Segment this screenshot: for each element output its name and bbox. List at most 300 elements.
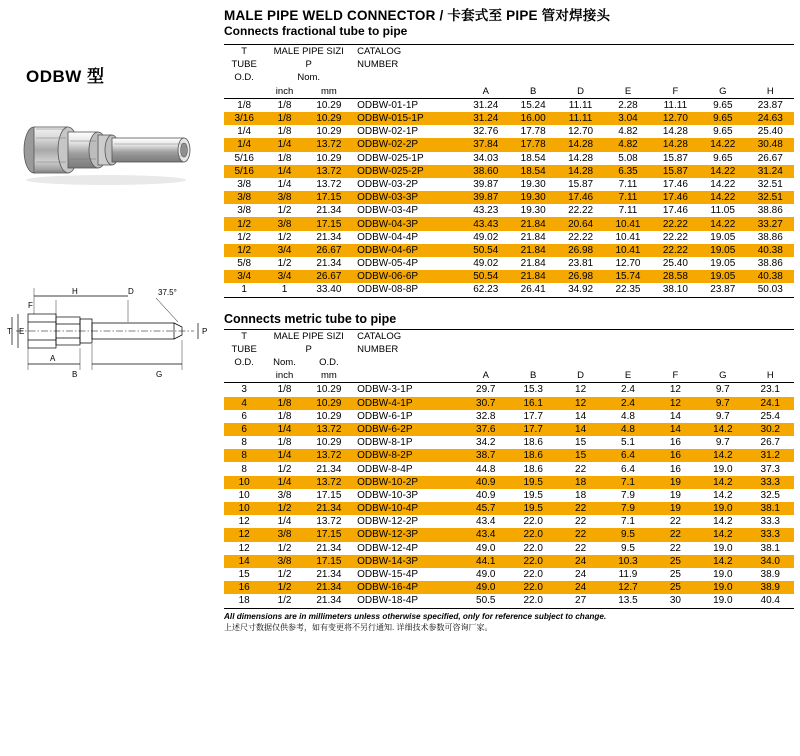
cell-pipe-inch: 1/2: [277, 569, 292, 581]
th-male-pipe: MALE PIPE SIZI: [264, 45, 353, 59]
cell-dim-b: 16.00: [509, 112, 556, 125]
th2-male-p: P: [305, 343, 312, 355]
cell-catalog-number: ODBW-08-8P: [353, 283, 462, 297]
cell-pipe-mm: 13.72: [316, 516, 342, 528]
cell-dim-a: 31.24: [473, 99, 499, 111]
cell-dim-h: 38.9: [747, 581, 795, 594]
cell-dim-h: 25.40: [757, 126, 783, 138]
cell-catalog-number: ODBW-05-4P: [357, 258, 419, 270]
cell-dim-d: 12: [575, 384, 587, 396]
cell-pipe-mm: 21.34: [316, 258, 342, 270]
cell-pipe-mm: 13.72: [305, 476, 353, 489]
cell-pipe-mm: 13.72: [305, 449, 353, 462]
cell-dim-b: 15.24: [520, 99, 546, 111]
cell-pipe-mm: 21.34: [316, 463, 342, 475]
cell-pipe-mm: 10.29: [305, 397, 353, 410]
cell-catalog-number: ODBW-4-1P: [353, 397, 462, 410]
cell-catalog-number: ODBW-10-2P: [353, 476, 462, 489]
cell-dim-e: 10.41: [604, 244, 651, 257]
table-row[interactable]: [224, 542, 794, 555]
cell-dim-g: 9.7: [715, 384, 730, 396]
cell-dim-d: 22.22: [568, 205, 594, 217]
cell-tube-od: 1/4: [237, 126, 252, 138]
th-blank-d: [224, 85, 264, 99]
cell-pipe-inch: 1/2: [264, 502, 304, 515]
cell-dim-b: 22.0: [509, 528, 556, 541]
table-row[interactable]: [224, 515, 794, 528]
cell-dim-d: 26.98: [557, 270, 604, 283]
cell-pipe-inch: 1/8: [277, 384, 292, 396]
cell-dim-a: 50.54: [462, 244, 509, 257]
cell-dim-b: 18.54: [509, 165, 556, 178]
cell-dim-h: 23.1: [760, 384, 780, 396]
cell-pipe-mm: 26.67: [305, 270, 353, 283]
cell-dim-e: 9.5: [604, 528, 651, 541]
cell-catalog-number: ODBW-18-4P: [353, 594, 462, 608]
th2-blank-a: [462, 343, 794, 356]
cell-dim-a: 43.23: [473, 205, 499, 217]
cell-pipe-mm: 21.34: [316, 231, 342, 243]
cell-dim-a: 39.87: [473, 178, 499, 190]
th-male-p: P: [305, 59, 312, 71]
cell-dim-d: 24: [557, 555, 604, 568]
cell-dim-a: 37.84: [462, 138, 509, 151]
cell-pipe-inch: 1/4: [264, 449, 304, 462]
cell-dim-d: 24: [557, 581, 604, 594]
th-nom: Nom.: [297, 72, 321, 84]
cell-dim-f: 15.87: [662, 152, 688, 164]
cell-dim-a: 32.76: [473, 126, 499, 138]
cell-catalog-number: ODBW-04-3P: [353, 217, 462, 230]
cell-pipe-inch: 3/8: [264, 191, 304, 204]
cell-dim-h: 30.2: [747, 423, 795, 436]
cell-tube-od: 6: [241, 410, 247, 422]
cell-dim-g: 9.65: [713, 126, 733, 138]
cell-dim-h: 38.86: [757, 258, 783, 270]
cell-dim-a: 44.1: [462, 555, 509, 568]
cell-dim-g: 19.0: [699, 594, 746, 608]
cell-dim-b: 17.7: [523, 410, 543, 422]
cell-catalog-number: ODBW-10-4P: [353, 502, 462, 515]
th2-col-h: H: [747, 369, 795, 383]
cell-dim-g: 19.05: [710, 231, 736, 243]
cell-dim-g: 14.2: [699, 555, 746, 568]
cell-dim-e: 12.70: [615, 258, 641, 270]
th2-sp1: [462, 329, 509, 343]
cell-pipe-mm: 21.34: [316, 569, 342, 581]
th-t: T: [224, 45, 264, 59]
th-col-g: G: [699, 85, 746, 99]
cell-dim-d: 24: [575, 569, 587, 581]
cell-dim-e: 13.5: [604, 594, 651, 608]
cell-dim-d: 22: [575, 542, 587, 554]
cell-dim-g: 9.65: [699, 112, 746, 125]
th2-col-e: E: [604, 369, 651, 383]
table1-header-row-2: [224, 58, 794, 71]
table-row[interactable]: [224, 244, 794, 257]
cell-dim-a: 49.0: [476, 542, 496, 554]
cell-dim-e: 2.28: [618, 99, 638, 111]
fractional-table-wrapper: [224, 44, 800, 298]
cell-pipe-inch: 1/2: [277, 463, 292, 475]
cell-dim-e: 22.35: [604, 283, 651, 297]
cell-catalog-number: ODBW-14-3P: [353, 555, 462, 568]
cell-dim-d: 15: [557, 449, 604, 462]
cell-dim-e: 6.4: [604, 449, 651, 462]
cell-pipe-inch: 1/8: [277, 99, 292, 111]
cell-dim-h: 34.0: [747, 555, 795, 568]
table-row[interactable]: [224, 476, 794, 489]
th2-sp2: [509, 329, 556, 343]
cell-pipe-inch: 1/4: [264, 476, 304, 489]
metric-table-wrapper: [224, 329, 800, 609]
table-row[interactable]: [224, 191, 794, 204]
cell-catalog-number: ODBW-025-1P: [357, 152, 424, 164]
table2-header-row-3: [224, 356, 794, 369]
cell-dim-e: 12.7: [604, 581, 651, 594]
cell-pipe-mm: 21.34: [305, 594, 353, 608]
table-row[interactable]: [224, 502, 794, 515]
cell-dim-h: 23.87: [757, 99, 783, 111]
cell-dim-g: 14.22: [699, 138, 746, 151]
cell-dim-g: 19.0: [713, 463, 733, 475]
cell-dim-h: 25.4: [760, 410, 780, 422]
cell-dim-g: 9.7: [715, 437, 730, 449]
th2-blank-c: [462, 356, 794, 369]
th-sp1: [462, 45, 509, 59]
cell-dim-g: 23.87: [699, 283, 746, 297]
table1-body: [224, 98, 794, 297]
cell-pipe-mm: 10.29: [316, 437, 342, 449]
table-row[interactable]: [224, 204, 794, 217]
cell-dim-b: 21.84: [520, 231, 546, 243]
cell-dim-h: 38.86: [757, 231, 783, 243]
th-catalog: CATALOG: [353, 45, 462, 59]
th-sp2: [509, 45, 556, 59]
cell-pipe-mm: 10.29: [316, 126, 342, 138]
cell-dim-a: 49.0: [476, 569, 496, 581]
cell-pipe-mm: 33.40: [305, 283, 353, 297]
cell-tube-od: 5/8: [237, 258, 252, 270]
cell-tube-od: 10: [238, 489, 250, 501]
table-row[interactable]: [224, 568, 794, 581]
cell-dim-f: 17.46: [662, 178, 688, 190]
cell-dim-f: 14: [652, 423, 699, 436]
cell-pipe-mm: 17.15: [305, 217, 353, 230]
table-row[interactable]: [224, 581, 794, 594]
cell-dim-a: 38.60: [462, 165, 509, 178]
table-row[interactable]: [224, 125, 794, 138]
cell-catalog-number: ODBW-6-1P: [357, 410, 413, 422]
th-col-e: E: [604, 85, 651, 99]
cell-dim-d: 15: [575, 437, 587, 449]
cell-catalog-number: ODBW-02-1P: [357, 126, 419, 138]
table-row[interactable]: [224, 217, 794, 230]
cell-dim-g: 11.05: [710, 205, 735, 217]
cell-tube-od: 1/4: [224, 138, 264, 151]
cell-dim-f: 22.22: [662, 231, 688, 243]
page-title: ODBW 型: [26, 67, 105, 86]
cell-dim-h: 26.67: [757, 152, 783, 164]
table1-header-row-3: [224, 71, 794, 84]
cell-dim-b: 17.78: [520, 126, 546, 138]
table-row[interactable]: [224, 436, 794, 449]
cell-dim-a: 45.7: [462, 502, 509, 515]
table2-header-row-1: [224, 329, 794, 343]
th2-col-g: G: [699, 369, 746, 383]
cell-dim-f: 16: [669, 463, 681, 475]
cell-tube-od: 14: [224, 555, 264, 568]
cell-dim-e: 7.11: [618, 178, 638, 190]
cell-dim-a: 34.03: [473, 152, 499, 164]
svg-text:37.5°: 37.5°: [158, 288, 177, 297]
cell-dim-e: 4.8: [604, 423, 651, 436]
cell-dim-e: 4.82: [618, 126, 638, 138]
cell-tube-od: 1/2: [224, 244, 264, 257]
cell-tube-od: 3/8: [237, 178, 252, 190]
cell-pipe-inch: 1/4: [277, 516, 292, 528]
cell-dim-a: 31.24: [462, 112, 509, 125]
cell-dim-e: 5.1: [621, 437, 635, 449]
th-col-a: A: [462, 85, 509, 99]
table-row[interactable]: [224, 489, 794, 502]
cell-tube-od: 3/4: [224, 270, 264, 283]
th2-t: T: [224, 329, 264, 343]
cell-dim-e: 7.9: [621, 489, 635, 501]
table-row[interactable]: [224, 270, 794, 283]
table-row[interactable]: [224, 449, 794, 462]
cell-dim-f: 28.58: [652, 270, 699, 283]
table-row[interactable]: [224, 98, 794, 112]
table-row[interactable]: [224, 462, 794, 475]
cell-dim-a: 39.87: [462, 191, 509, 204]
th2-od: O.D.: [234, 357, 254, 369]
table1-header-row-1: [224, 45, 794, 59]
th-col-h: H: [747, 85, 795, 99]
cell-tube-od: 10: [224, 476, 264, 489]
th-col-b: B: [509, 85, 556, 99]
cell-dim-d: 26.98: [557, 244, 604, 257]
cell-dim-e: 10.41: [604, 217, 651, 230]
svg-text:H: H: [72, 287, 78, 296]
cell-dim-b: 18.54: [520, 152, 546, 164]
table2-body: [224, 383, 794, 608]
cell-dim-g: 19.0: [699, 581, 746, 594]
table-row[interactable]: [224, 594, 794, 608]
cell-dim-f: 25: [669, 569, 681, 581]
cell-tube-od: 1: [224, 283, 264, 297]
cell-pipe-mm: 17.15: [305, 191, 353, 204]
table-row[interactable]: [224, 528, 794, 541]
cell-pipe-mm: 17.15: [316, 489, 342, 501]
cell-dim-b: 21.84: [509, 217, 556, 230]
cell-dim-h: 32.5: [760, 489, 780, 501]
cell-catalog-number: ODBW-10-3P: [357, 489, 419, 501]
cell-dim-e: 9.5: [621, 542, 635, 554]
footnote-english: All dimensions are in millimeters unless otherwise specified, only for reference subject to change.: [224, 611, 607, 621]
cell-dim-f: 16: [652, 449, 699, 462]
table-row[interactable]: [224, 257, 794, 270]
cell-pipe-inch: 3/8: [264, 217, 304, 230]
cell-dim-f: 19: [652, 502, 699, 515]
cell-catalog-number: ODBW-025-2P: [353, 165, 462, 178]
svg-text:E: E: [19, 327, 25, 336]
cell-dim-b: 22.0: [509, 555, 556, 568]
cell-dim-h: 40.38: [747, 244, 795, 257]
table-row[interactable]: [224, 165, 794, 178]
cell-dim-h: 32.51: [747, 191, 795, 204]
cell-dim-g: 14.2: [699, 449, 746, 462]
cell-dim-a: 40.9: [462, 476, 509, 489]
cell-dim-e: 2.4: [604, 397, 651, 410]
th2-sp5: [652, 329, 699, 343]
cell-pipe-inch: 3/4: [264, 244, 304, 257]
cell-tube-od: 1/8: [237, 99, 252, 111]
table-row[interactable]: [224, 152, 794, 165]
cell-pipe-inch: 1/2: [277, 542, 292, 554]
cell-catalog-number: ODBW-12-3P: [353, 528, 462, 541]
cell-dim-h: 33.3: [760, 516, 780, 528]
cell-dim-b: 18.6: [523, 437, 543, 449]
cell-tube-od: 3/8: [237, 205, 252, 217]
cell-tube-od: 6: [224, 423, 264, 436]
cell-dim-a: 37.6: [462, 423, 509, 436]
th-blank-b: [353, 71, 462, 84]
th-sp5: [652, 45, 699, 59]
cell-dim-d: 14: [557, 423, 604, 436]
cell-dim-d: 27: [557, 594, 604, 608]
cell-dim-a: 34.2: [476, 437, 496, 449]
cell-dim-f: 22: [652, 528, 699, 541]
cell-dim-d: 17.46: [557, 191, 604, 204]
cell-dim-d: 22: [557, 528, 604, 541]
cell-dim-g: 14.2: [699, 476, 746, 489]
table-row[interactable]: [224, 410, 794, 423]
cell-dim-b: 22.0: [523, 516, 543, 528]
table-row[interactable]: [224, 397, 794, 410]
cell-dim-e: 4.8: [621, 410, 635, 422]
cell-catalog-number: ODBW-8-4P: [357, 463, 413, 475]
cell-pipe-mm: 10.29: [305, 112, 353, 125]
cell-dim-a: 49.02: [473, 231, 499, 243]
cell-pipe-inch: 1/8: [264, 112, 304, 125]
cell-pipe-mm: 13.72: [316, 178, 342, 190]
table-row[interactable]: [224, 112, 794, 125]
cell-catalog-number: ODBW-3-1P: [357, 384, 413, 396]
cell-dim-h: 24.63: [747, 112, 795, 125]
cell-tube-od: 8: [241, 463, 247, 475]
cell-catalog-number: ODBW-01-1P: [357, 99, 419, 111]
cell-dim-d: 22.22: [568, 231, 594, 243]
cell-pipe-mm: 21.34: [305, 581, 353, 594]
table-row[interactable]: [224, 178, 794, 191]
cell-dim-e: 7.11: [618, 205, 638, 217]
cell-dim-g: 14.22: [699, 217, 746, 230]
cell-dim-f: 11.11: [663, 99, 688, 111]
cell-catalog-number: ODBW-04-4P: [357, 231, 419, 243]
table-row[interactable]: [224, 138, 794, 151]
cell-catalog-number: ODBW-8-2P: [353, 449, 462, 462]
cell-pipe-inch: 3/8: [264, 555, 304, 568]
cell-dim-f: 17.46: [662, 205, 688, 217]
cell-dim-b: 15.3: [523, 384, 543, 396]
cell-dim-g: 9.7: [715, 410, 730, 422]
cell-dim-e: 6.4: [621, 463, 635, 475]
cell-tube-od: 5/16: [234, 152, 254, 164]
th-od: O.D.: [234, 72, 254, 84]
cell-dim-a: 50.5: [462, 594, 509, 608]
cell-pipe-inch: 1/8: [277, 152, 292, 164]
cell-tube-od: 12: [224, 528, 264, 541]
cell-tube-od: 1/2: [224, 217, 264, 230]
cell-dim-g: 19.05: [699, 270, 746, 283]
cell-dim-b: 22.0: [509, 581, 556, 594]
svg-text:D: D: [128, 287, 134, 296]
cell-dim-g: 14.2: [713, 489, 733, 501]
table1-header-row-4: [224, 85, 794, 99]
cell-tube-od: 10: [224, 502, 264, 515]
table-row[interactable]: [224, 231, 794, 244]
cell-dim-h: 38.86: [757, 205, 783, 217]
cell-pipe-mm: 17.15: [305, 555, 353, 568]
cell-dim-d: 23.81: [568, 258, 594, 270]
th-tube: TUBE: [231, 59, 257, 71]
cell-tube-od: 16: [224, 581, 264, 594]
cell-dim-e: 10.3: [604, 555, 651, 568]
cell-dim-e: 4.82: [604, 138, 651, 151]
cell-pipe-inch: 1/2: [277, 231, 292, 243]
th-mm: mm: [305, 85, 353, 99]
cell-dim-b: 22.0: [523, 569, 543, 581]
cell-pipe-inch: 1/2: [264, 594, 304, 608]
table-row[interactable]: [224, 423, 794, 436]
cell-dim-b: 21.84: [509, 244, 556, 257]
cell-dim-d: 20.64: [557, 217, 604, 230]
cell-pipe-inch: 1/4: [264, 165, 304, 178]
cell-dim-a: 62.23: [462, 283, 509, 297]
th2-nom: Nom.: [273, 357, 296, 369]
th-sp7: [747, 45, 795, 59]
cell-dim-h: 33.3: [747, 528, 795, 541]
svg-text:T: T: [7, 327, 12, 336]
th2-col-f: F: [652, 369, 699, 383]
cell-dim-b: 17.7: [509, 423, 556, 436]
cell-catalog-number: ODBW-16-4P: [353, 581, 462, 594]
cell-tube-od: 4: [224, 397, 264, 410]
cell-dim-a: 30.7: [462, 397, 509, 410]
cell-pipe-mm: 10.29: [316, 384, 342, 396]
cell-pipe-inch: 1: [264, 283, 304, 297]
cell-dim-g: 14.2: [699, 423, 746, 436]
table-row[interactable]: [224, 555, 794, 568]
th2-blank-d: [224, 369, 264, 383]
cell-dim-h: 26.7: [760, 437, 780, 449]
cell-dim-a: 40.9: [476, 489, 496, 501]
cell-dim-h: 33.27: [747, 217, 795, 230]
table-row[interactable]: [224, 383, 794, 397]
cell-dim-d: 15.87: [568, 178, 594, 190]
cell-pipe-mm: 13.72: [305, 138, 353, 151]
cell-dim-f: 12: [652, 397, 699, 410]
th2-number: NUMBER: [357, 343, 399, 355]
cell-dim-b: 19.5: [523, 489, 543, 501]
cell-catalog-number: ODBW-03-4P: [357, 205, 419, 217]
th-col-d: D: [557, 85, 604, 99]
cell-dim-g: 14.22: [699, 165, 746, 178]
cell-dim-h: 30.48: [747, 138, 795, 151]
table-row[interactable]: [224, 283, 794, 297]
cell-dim-h: 33.3: [747, 476, 795, 489]
